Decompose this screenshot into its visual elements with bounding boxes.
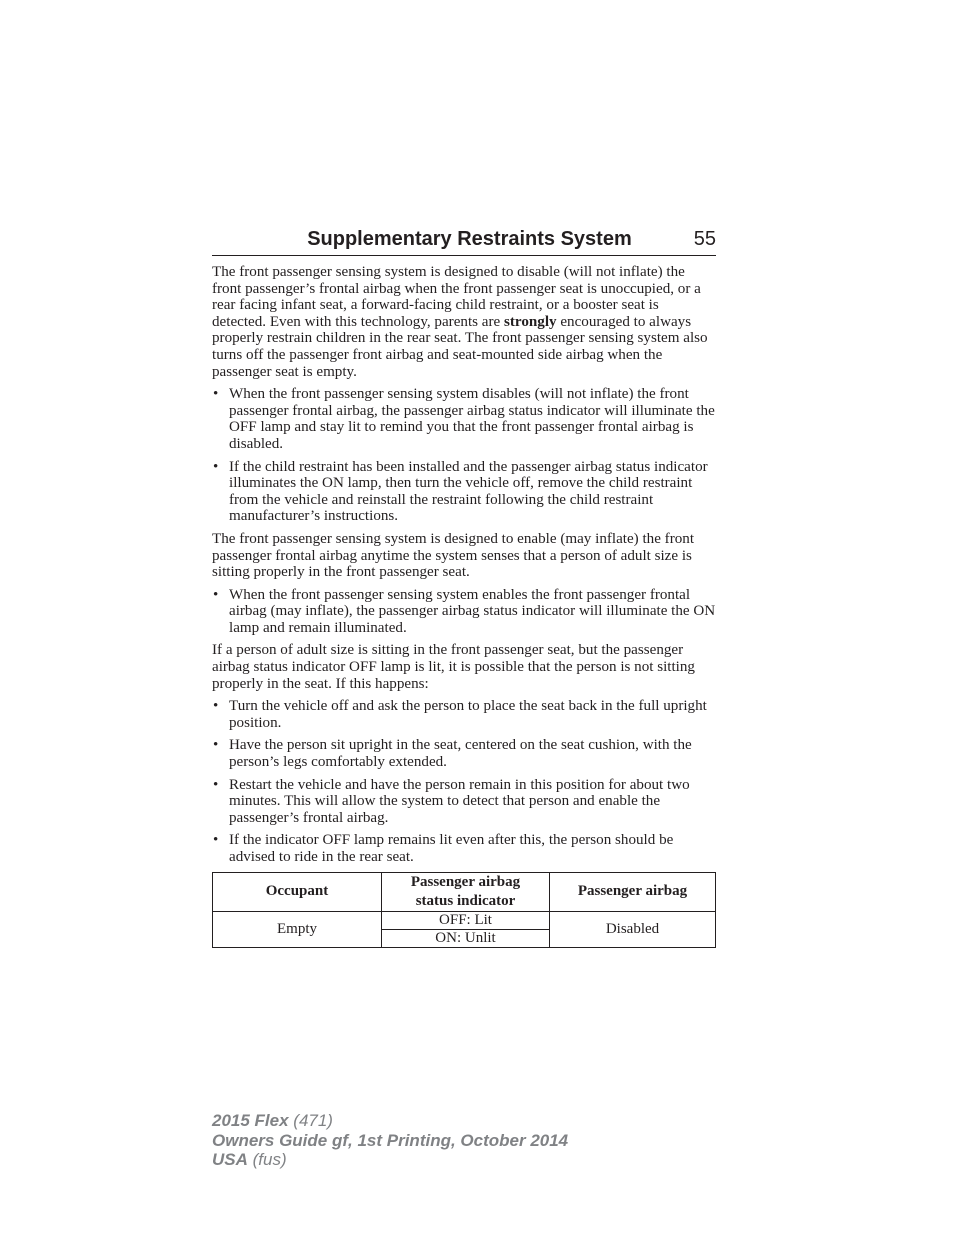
- manual-page: [212, 228, 716, 948]
- airbag-status-table: [212, 872, 716, 948]
- list-item-text: When the front passenger sensing system disables (will not inflate) the front passenger frontal airbag, the passenger airbag status indicator will illuminate the OFF lamp and stay lit to remind you that the front passenger frontal airbag is disabled.: [229, 386, 715, 452]
- cell-airbag: Disabled: [550, 911, 716, 947]
- footer-line: [212, 1150, 568, 1170]
- table-row: [213, 911, 716, 929]
- cell-indicator-on: ON: Unlit: [382, 929, 550, 947]
- emphasis-strongly: strongly: [504, 313, 557, 330]
- list-item-text: If the indicator OFF lamp remains lit even after this, the person should be advised to ride in the rear seat.: [229, 832, 674, 865]
- list-item: [212, 777, 716, 827]
- list-item: [212, 386, 716, 452]
- list-item: [212, 737, 716, 770]
- list-item-text: Have the person sit upright in the seat, centered on the seat cushion, with the person’s legs comfortably extended.: [229, 737, 692, 771]
- paragraph-text: encouraged to always properly restrain children in the rear seat. The front passenger sensing system also turns off the passenger front airbag and seat-mounted side airbag when the passenger seat is empty.: [212, 313, 708, 380]
- bullet-icon: •: [213, 698, 219, 715]
- bullet-icon: •: [213, 776, 219, 793]
- table-header-row: [213, 872, 716, 911]
- page-number: 55: [693, 228, 716, 250]
- footer-line: [212, 1131, 568, 1151]
- footer-edition: Owners Guide gf, 1st Printing, October 2014: [212, 1130, 569, 1150]
- footer-model: 2015 Flex: [212, 1111, 289, 1130]
- paragraph-text: The front passenger sensing system is designed to disable (will not inflate) the front passenger’s frontal airbag when the front passenger seat is unoccupied, or a rear facing infant seat, a forward-facing child restraint, or a booster seat is detected. Even with this technology, parents are: [212, 264, 701, 330]
- bullet-icon: •: [213, 737, 219, 754]
- section-title: Supplementary Restraints System: [307, 228, 632, 250]
- footer-line: [212, 1111, 568, 1131]
- list-item: [212, 698, 716, 731]
- list-item-text: Restart the vehicle and have the person remain in this position for about two minutes. This will allow the system to detect that person and enable the passenger’s frontal airbag.: [229, 776, 690, 826]
- column-header-airbag: Passenger airbag: [550, 872, 716, 911]
- paragraph-enable: The front passenger sensing system is designed to enable (may inflate) the front passenger frontal airbag anytime the system senses that a person of adult size is sitting properly in the front passenger seat.: [212, 530, 695, 581]
- footer-code: (471): [288, 1111, 333, 1130]
- bullet-icon: •: [213, 458, 219, 475]
- list-item: [212, 459, 716, 525]
- bullet-icon: •: [213, 832, 219, 849]
- footer-region: USA: [212, 1150, 248, 1169]
- body-text: [212, 264, 716, 948]
- footer-code: (fus): [247, 1150, 287, 1169]
- page-footer: [212, 1111, 568, 1170]
- list-item: [212, 587, 716, 637]
- paragraph-adult: If a person of adult size is sitting in the front passenger seat, but the passenger airbag status indicator OFF lamp is lit, it is possible that the person is not sitting properly in the seat. If this happens:: [212, 642, 695, 692]
- cell-occupant: Empty: [213, 911, 382, 947]
- cell-indicator-off: OFF: Lit: [382, 911, 550, 929]
- list-item: [212, 832, 716, 865]
- header-line: status indicator: [415, 892, 516, 909]
- paragraph-disable: [212, 264, 716, 380]
- bullet-icon: •: [213, 586, 219, 603]
- column-header-occupant: Occupant: [213, 872, 382, 911]
- bullet-icon: •: [213, 386, 219, 403]
- column-header-indicator: [382, 872, 550, 911]
- page-header: [212, 228, 716, 256]
- list-item-text: Turn the vehicle off and ask the person to place the seat back in the full upright position.: [229, 698, 707, 731]
- list-item-text: If the child restraint has been installed and the passenger airbag status indicator illuminates the ON lamp, then turn the vehicle off, remove the child restraint from the vehicle and reinstall the restraint following the child restraint manufacturer’s instructions.: [229, 458, 708, 525]
- header-line: Passenger airbag: [410, 873, 521, 890]
- list-item-text: When the front passenger sensing system enables the front passenger frontal airbag (may inflate), the passenger airbag status indicator will illuminate the ON lamp and remain illuminated.: [229, 586, 716, 636]
